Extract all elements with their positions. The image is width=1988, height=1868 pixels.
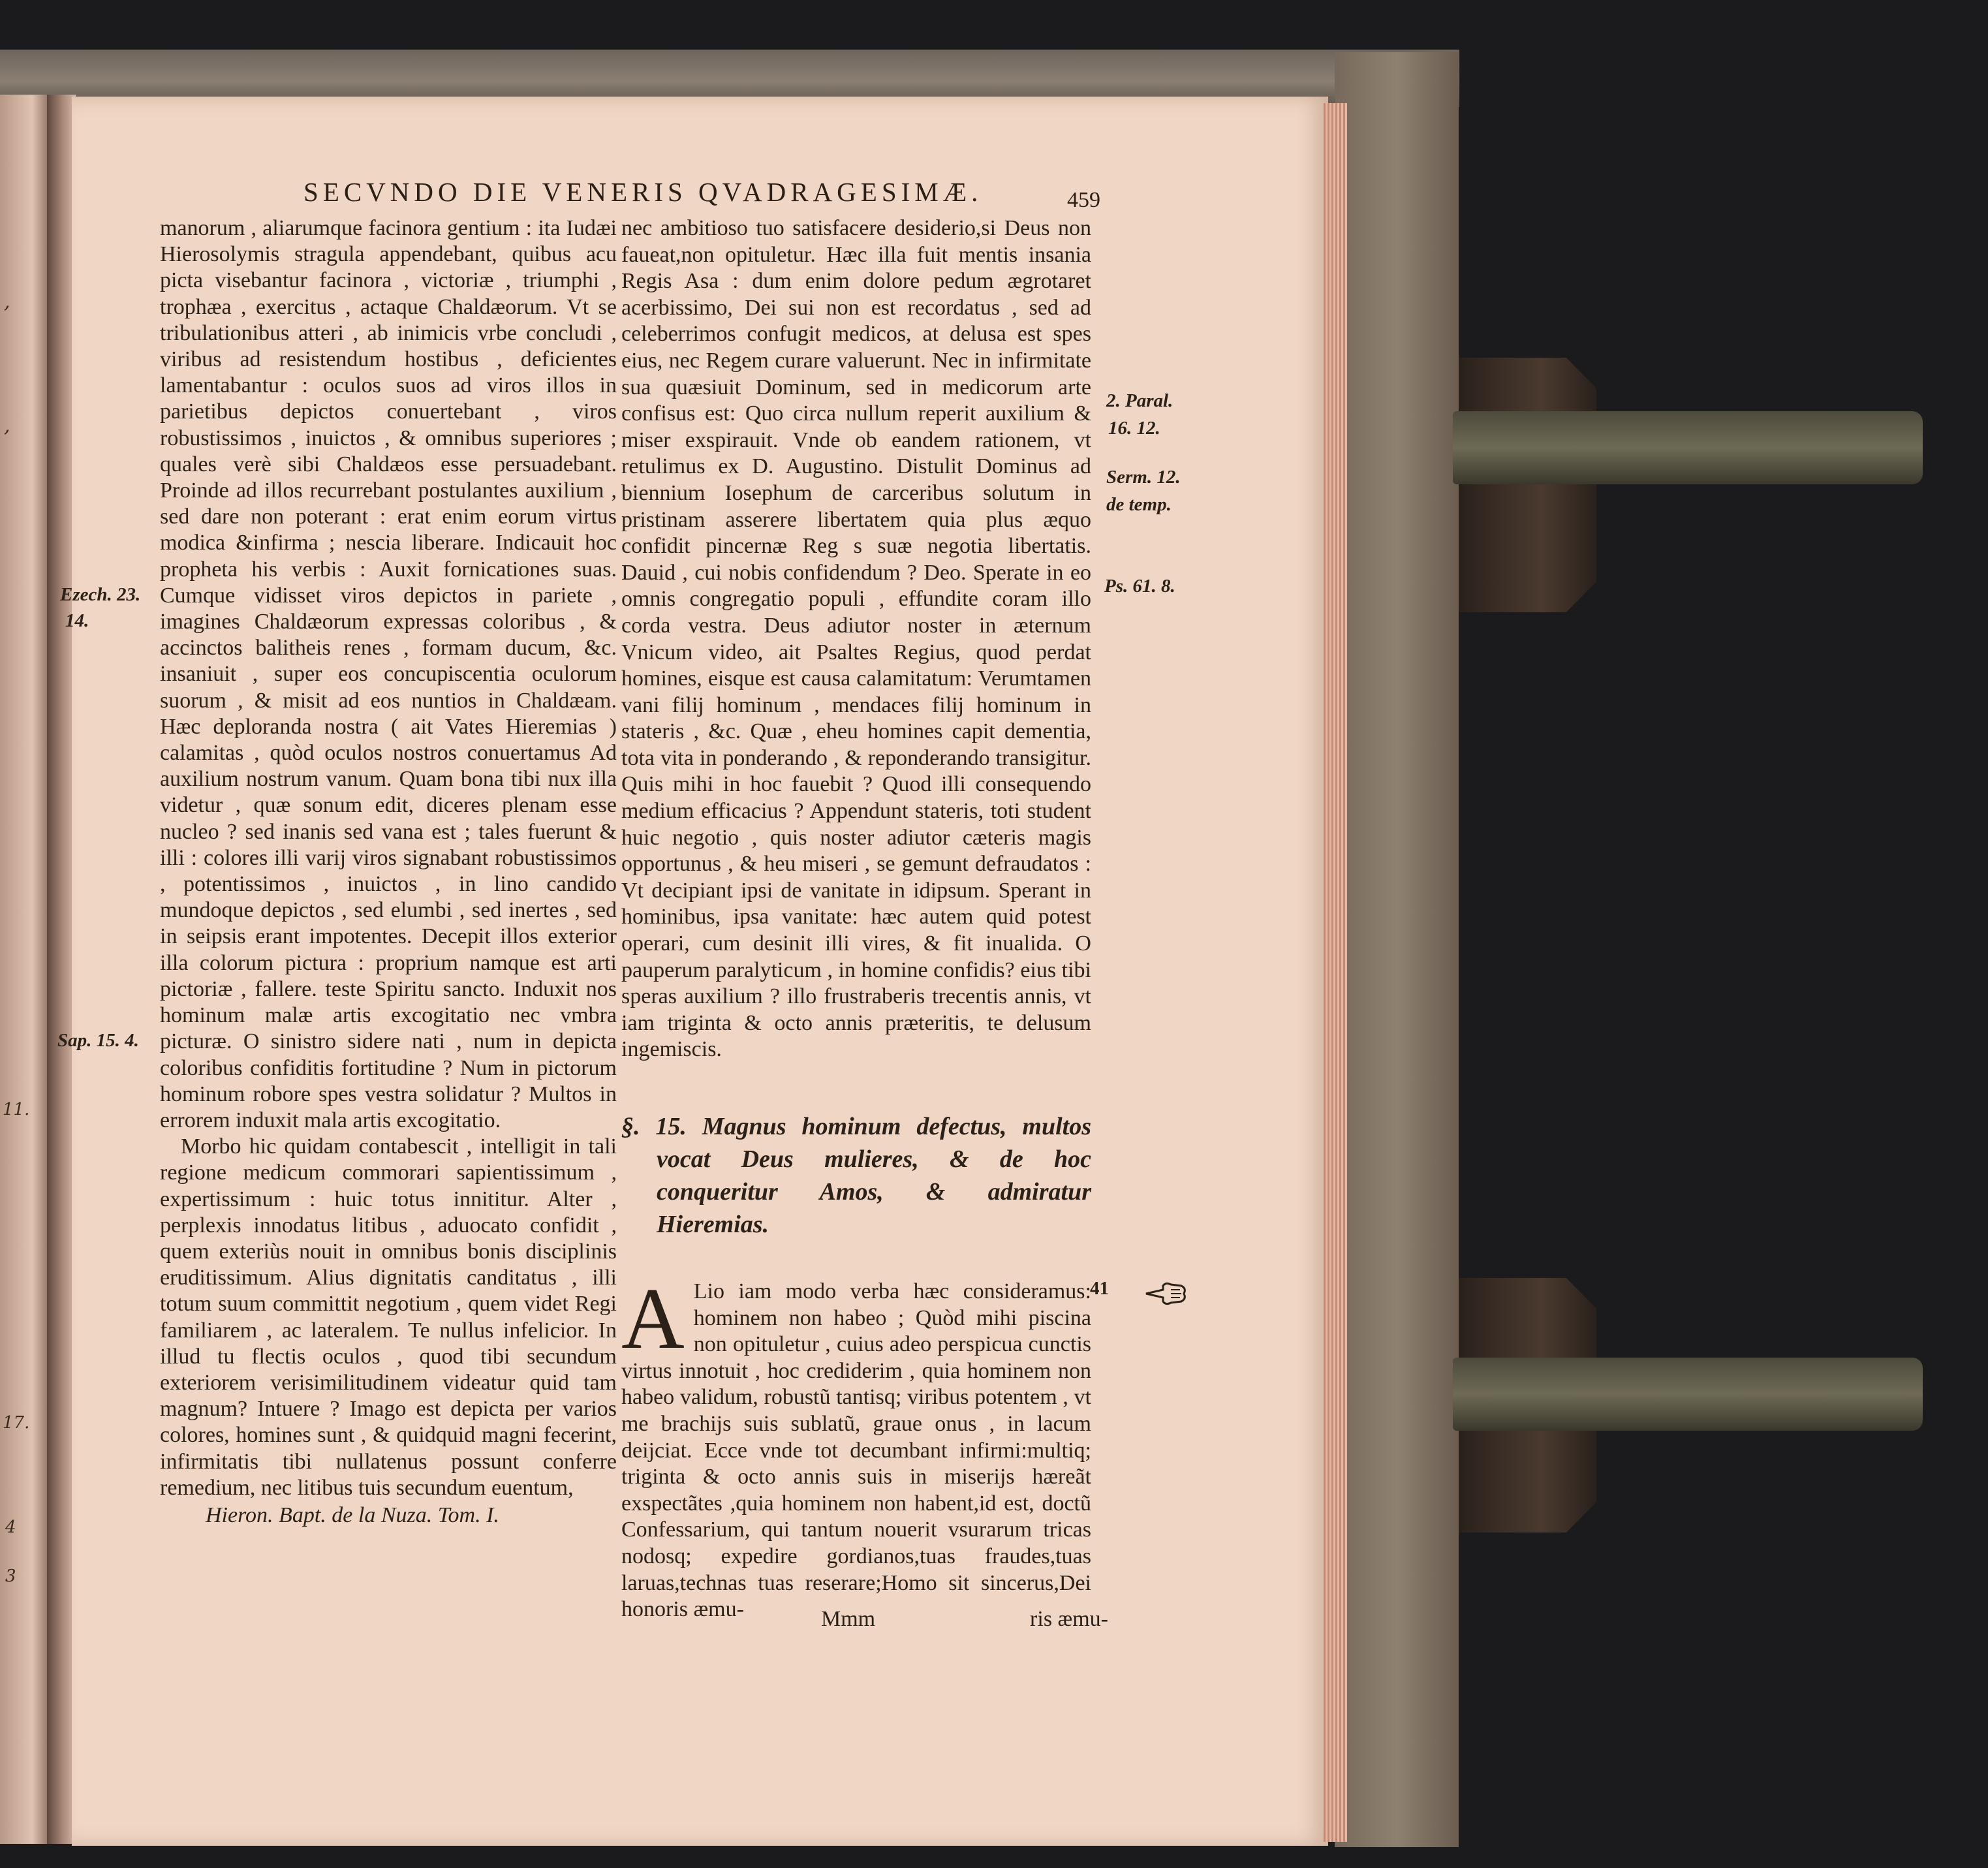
left-page-mark: 4	[5, 1518, 16, 1537]
left-paragraph: Morbo hic quidam contabescit , intelligit in tali regione medicum commorari sapientissimum , expertissimum : huic totus innititur. Alter , perplexis innodatus litibus , aduocato confidit , quem exteriùs nouit in omnibus bonis disciplinis eruditissimum. Alius dignitatis canditatus , illi totum suum committit negotium , quem videt Regi familiarem , ac lateralem. Te nullus infelicior. In illud tu flectis oculos , quod tibi secundum exteriorem verisimilitudinem videatur quid tam magnum? Intuere ? Imago est depicta per varios colores, homines sunt , & quidquid magni fecerint, infirmitatis tibi nullatenus possunt conferre remedium, nec litibus tuis secundum euentum,	[160, 1134, 617, 1500]
pointing-hand-icon	[1143, 1279, 1189, 1308]
section-heading: §. 15. Magnus hominum defectus, multos vocat Deus mulieres, & de hoc conqueritur Amos, & admiratur Hieremias.	[621, 1113, 1091, 1238]
left-page-mark: ,	[4, 290, 10, 313]
clasp-strap-bottom[interactable]	[1453, 1358, 1923, 1431]
right-text-column	[621, 215, 1091, 1623]
margin-note-ps: Ps. 61. 8.	[1104, 576, 1175, 597]
catchword-line	[821, 1607, 1108, 1632]
left-page-mark: 17.	[3, 1413, 30, 1433]
signature-line: Hieron. Bapt. de la Nuza. Tom. I.	[206, 1502, 499, 1527]
margin-note-sap: Sap. 15. 4.	[57, 1030, 139, 1051]
signature-mark: Mmm	[821, 1607, 876, 1631]
right-paragraph: nec ambitioso tuo satisfacere desiderio,si Deus non faueat,non opituletur. Hæc illa fuit mentis insania Regis Asa : dum enim dolore pedum ægrotaret acerbissimo, Dei sui non est recordatus , sed ad celeberrimos confugit medicos, at delusa est spes eius, nec Regem curare valuerunt. Nec in infirmitate sua quæsiuit Dominum, sed in medicorum arte confisus est: Quo circa nullum reperit auxilium & miser exspirauit. Vnde ob eandem rationem, vt retulimus ex D. Augustino. Distulit Dominus ad biennium Iosephum de carceribus solutum in pristinam asserere libertatem quia plus æquo confidit pincernæ Reg s suæ negotia libertatis. Dauid , cui nobis confidendum ? Deo. Sperate in eo omnis congregatio populi , effundite coram illo corda vestra. Deus adiutor noster in æternum Vnicum video, ait Psaltes Regius, quod perdat homines, eisque est causa calamitatum: Verumtamen vani filij hominum , mendaces filij hominum in stateris , &c. Quæ , eheu homines capit dementia, tota vita in ponderando , & reponderando transigitur. Quis mihi in hoc fauebit ? Quod illi consequendo medium efficacius ? Appendunt stateris, toti student huic negotio , quis noster adiutor cæteris magis opportunus , & heu miseri , se gemunt defraudatos : Vt decipiant ipsi de vanitate in idipsum. Sperant in hominibus, ipsa vanitate: hæc autem quid potest operari, cum desinit illi vires, & fit inualida. O pauperum paralyticum , in homine confidis? eius tibi speras auxilium ? illo frustraberis trecentis annis, vt iam triginta & octo annis præteritis, te delusum ingemiscis.	[621, 216, 1091, 1062]
clasp-strap-top[interactable]	[1453, 411, 1923, 484]
margin-note-serm-num: de temp.	[1106, 494, 1172, 515]
left-page-mark: 11.	[3, 1100, 30, 1119]
margin-note-ezech-num: 14.	[65, 610, 89, 631]
drop-cap: A	[621, 1270, 685, 1367]
clasp-plate-top	[1459, 358, 1596, 612]
catchword: ris æmu-	[1030, 1607, 1108, 1631]
left-page-mark: 3	[5, 1566, 16, 1586]
page-edges	[1324, 103, 1347, 1842]
margin-note-paral-num: 16. 12.	[1108, 418, 1160, 439]
margin-note-number: 41	[1090, 1278, 1109, 1299]
right-paragraph	[621, 1270, 1091, 1623]
margin-note-paral: 2. Paral.	[1106, 390, 1173, 411]
right-paragraph-text: Lio iam modo verba hæc consideramus: hominem non habeo ; Quòd mihi piscina non opituletur , cuius adeo perspicua cunctis virtus innotuit , hoc crediderim , quia hominem non habeo validum, robustũ tantisq; viribus potentem , vt me brachijs suis sublatũ, graue onus , in lacum deijciat. Ecce vnde tot decumbant infirmi:multiq; triginta & octo annis suis in miserijs hæreãt exspectãtes ,quia hominem non habent,id est, doctũ Confessarium, qui tantum nouerit vsurarum tricas nodosq; expedire gordianos,tuas fraudes,tuas laruas,technas tuas reserare;Homo sit sincerus,Dei honoris æmu-	[621, 1279, 1091, 1622]
running-title: SECVNDO DIE VENERIS QVADRAGESIMÆ.	[303, 177, 983, 207]
margin-note-ezech: Ezech. 23.	[60, 584, 141, 605]
margin-note-serm: Serm. 12.	[1106, 467, 1181, 488]
left-page-sliver	[0, 95, 54, 1844]
left-page-mark: ,	[4, 414, 10, 437]
left-paragraph: manorum , aliarumque facinora gentium : ita Iudæi Hierosolymis stragula appendebant, quibus acu picta visebantur facinora , victoriæ , triumphi , trophæa , exercitus , actaque Chaldæorum. Vt se tribulationibus atteri , ab inimicis vrbe concludi , viribus ad resistendum hostibus , deficientes lamentabantur : oculos suos ad viros illos in parietibus depictos conuertebant , viros robustissimos , inuictos , & omnibus superiores ; quales verè sibi Chaldæos esse persuadebant. Proinde ad illos recurrebant postulantes auxilium , sed dare non poterant : erat enim eorum virtus modica &infirma ; nescia liberare. Indicauit hoc propheta his verbis : Auxit fornicationes suas. Cumque vidisset viros depictos in pariete , imagines Chaldæorum expressas coloribus , & accinctos balitheis renes , formam ducum, &c. insaniuit , super eos concupiscentia oculorum suorum , & misit ad eos nuntios in Chaldæam. Hæc deploranda nostra ( ait Vates Hieremias ) calamitas , quòd oculos nostros conuertamus Ad auxilium nostrum vanum. Quam bona tibi nux illa videtur , quæ sonum edit, diceres plenam esse nucleo ? sed inanis sed vana est ; tales fuerunt & illi : colores illi varij viros signabant robustissimos , potentissimos , inuictos , in lino candido mundoque depictos , sed elumbi , sed inertes , sed in seipsis erant impotentes. Decepit illos exterior illa colorum pictura : proprium namque est arti pictoriæ , fallere. teste Spiritu sancto. Induxit nos hominum malæ artis excogitatio nec vmbra picturæ. O sinistro sidere nati , num in depicta coloribus confiditis fortitudine ? Num in pictorum hominum robore spes vestra solidatur ? Multos in errorem induxit mala artis excogitatio.	[160, 216, 617, 1132]
left-text-column	[160, 215, 617, 1529]
book-cover-right	[1335, 52, 1459, 1847]
page-number: 459	[1067, 188, 1100, 212]
